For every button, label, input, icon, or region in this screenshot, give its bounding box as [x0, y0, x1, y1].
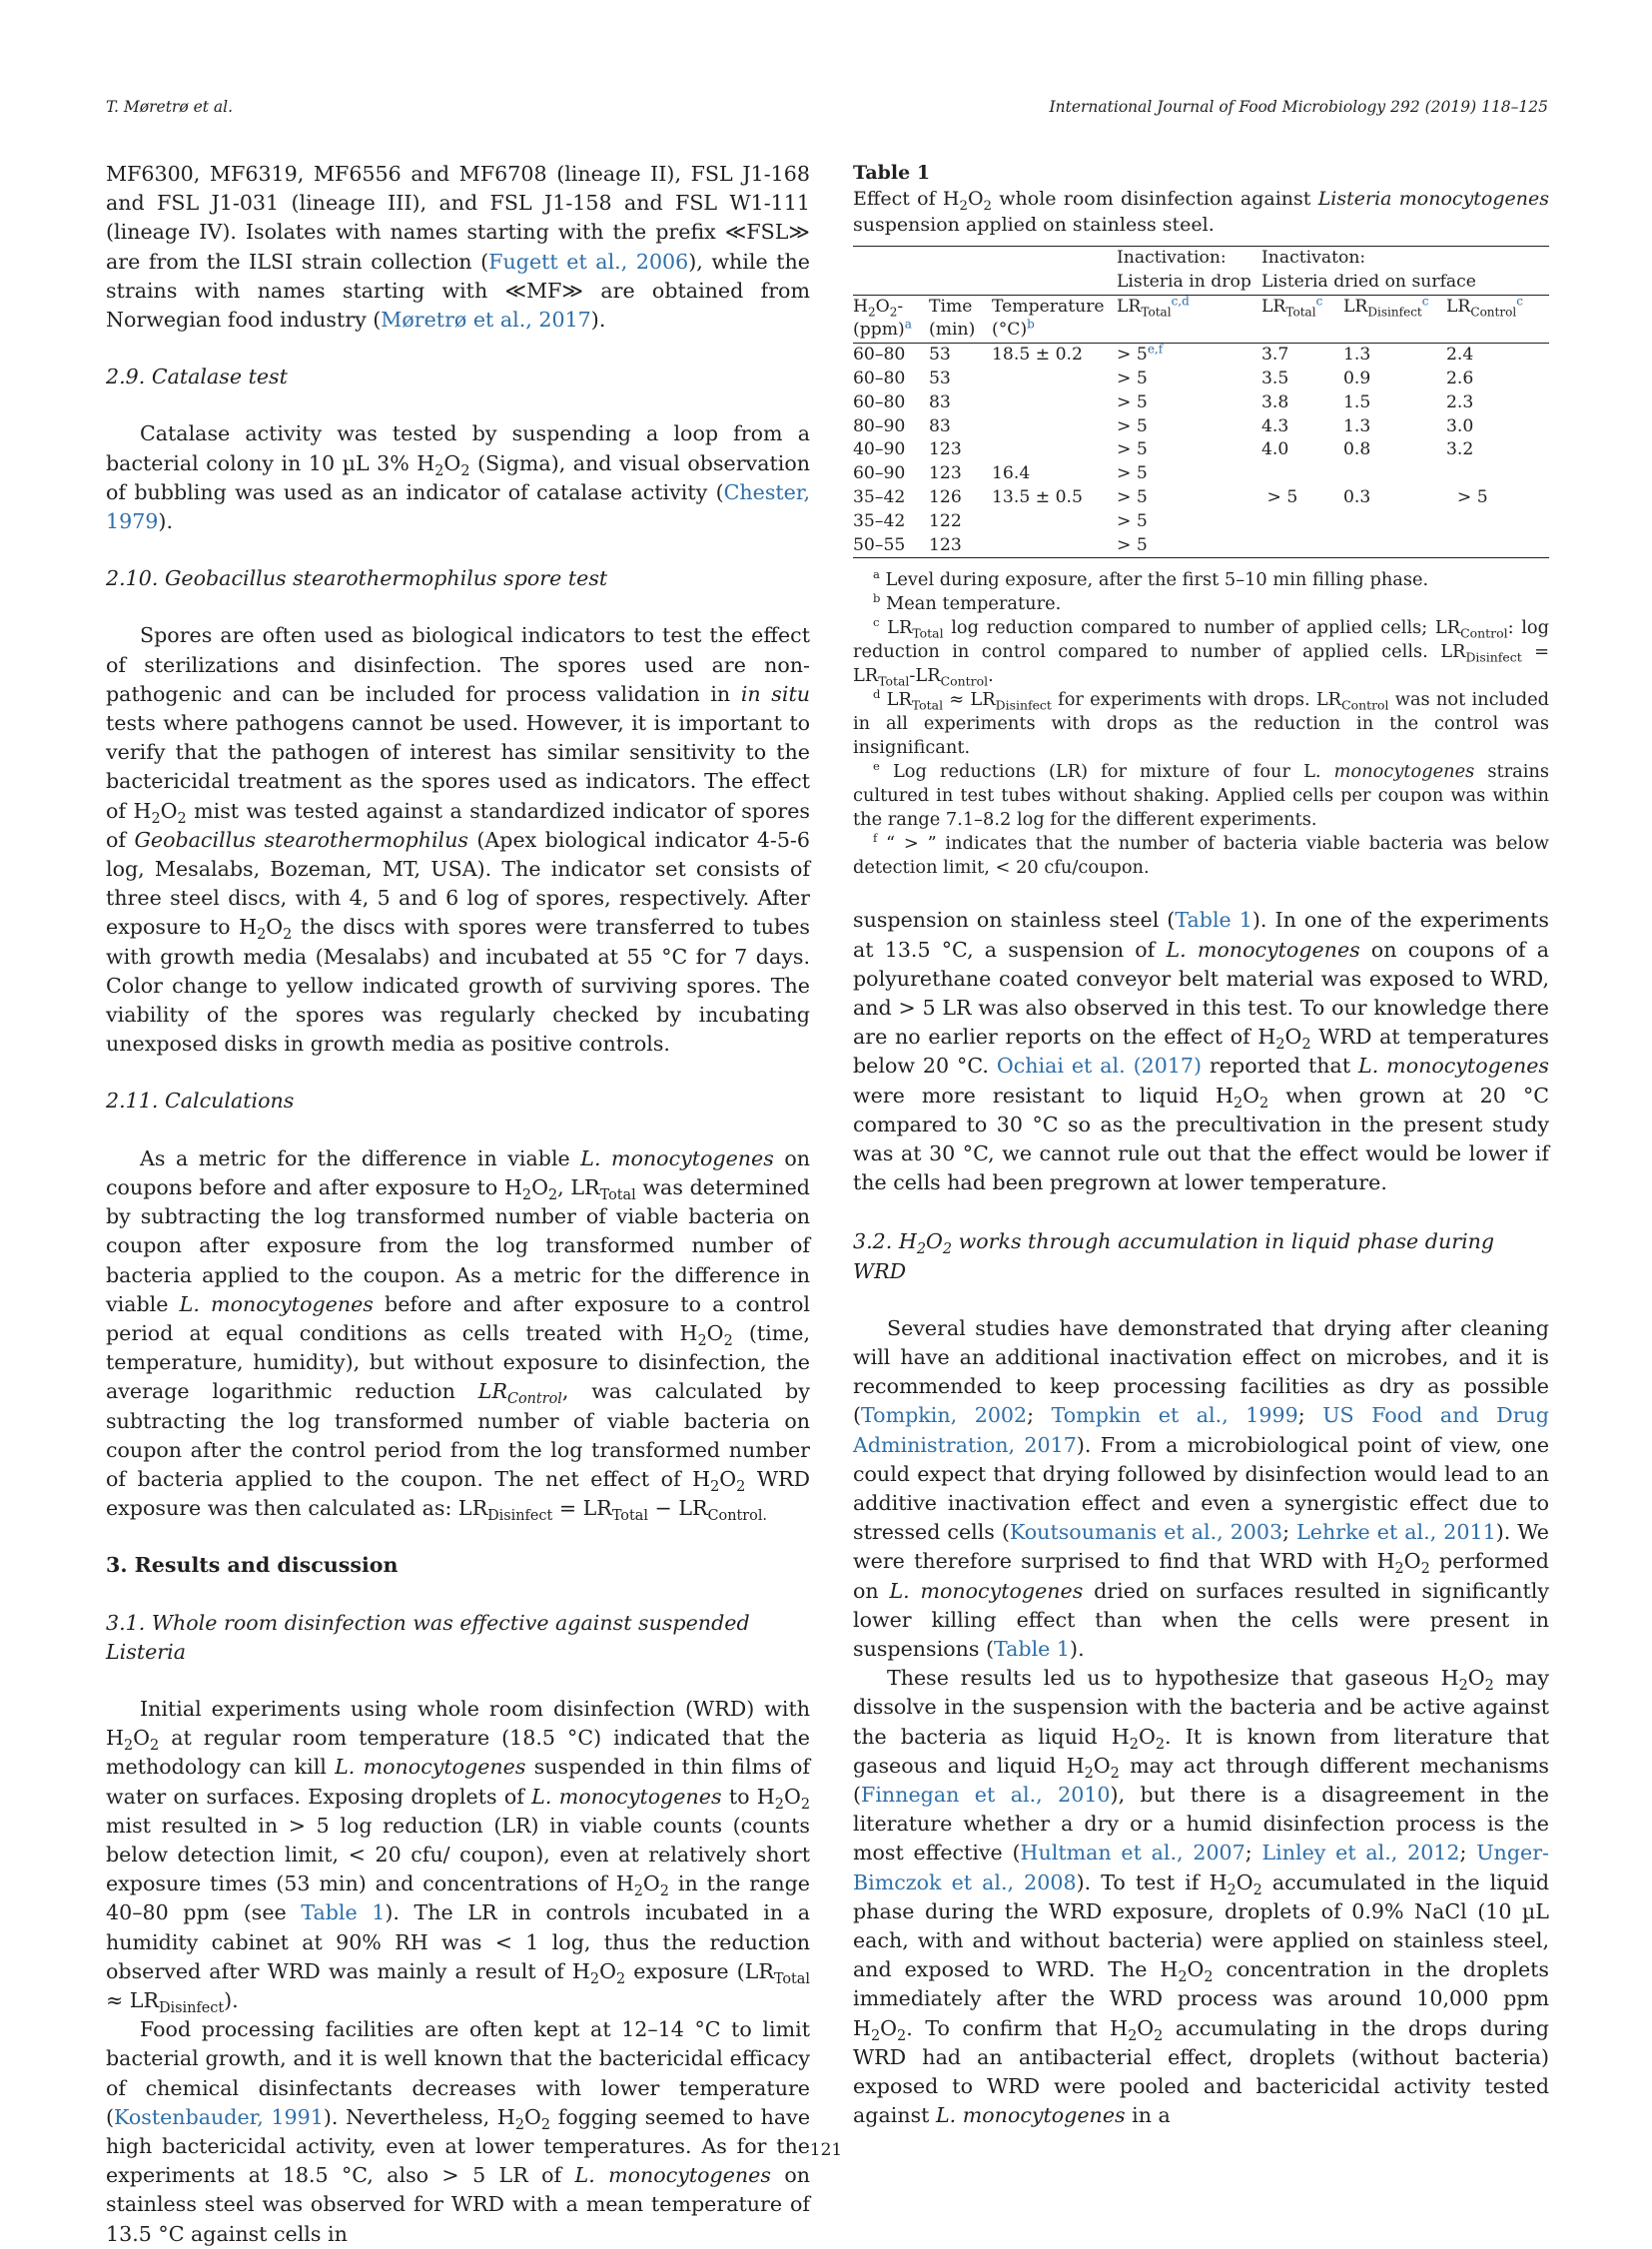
- table-cell-time: 53: [929, 345, 951, 366]
- col-header-lr-total: $LR_{Total}^c$: [1261, 293, 1323, 320]
- table-cell-dis: 1.5: [1343, 391, 1371, 412]
- table-cell-temp: 16.4: [992, 463, 1031, 484]
- table-cell-ctrl: 3.0: [1446, 415, 1474, 436]
- table-cell-dis: [1343, 462, 1446, 486]
- table-cell-dis: [1343, 510, 1446, 534]
- table-ref-link[interactable]: Table 1: [1175, 908, 1252, 933]
- left-column: [106, 160, 810, 2249]
- right-column: [853, 160, 1549, 2130]
- paragraph-suspension: suspension on stainless steel (Table 1). In one of the experiments at 13.5 °C, a suspension of L. monocytogenes on coupons of a polyurethane coated conveyor belt material was exposed to WRD, and > 5 LR was also observed in this test. To our knowledge there are no earlier reports on the effect of $H_2O_2$ WRD at temperatures below 20 °C. Ochiai et al. (2017) reported that L. monocytogenes were more resistant to liquid $H_2O_2$ when grown at 20 °C compared to 30 °C so as the precultivation in the present study was at 30 °C, we cannot rule out that the effect would be lower if the cells had been pregrown at lower temperature.: [853, 908, 1549, 1195]
- col-header-temperature: Temperature $(^\circ C)^b$: [992, 296, 1105, 341]
- table-cell-time: 123: [929, 534, 962, 555]
- table-cell-temp: [992, 438, 1117, 462]
- table-cell-ctrl: 2.4: [1446, 345, 1474, 366]
- table-cell-ctrl: [1446, 462, 1549, 486]
- table-label: Table 1: [853, 162, 931, 184]
- table-group-header: [853, 247, 1549, 296]
- heading-2-10: 2.10. Geobacillus stearothermophilus spore test: [106, 566, 608, 591]
- table-cell-total: 4.3: [1261, 415, 1289, 436]
- table-cell-total: [1261, 462, 1343, 486]
- table-cell-total: [1261, 510, 1343, 534]
- table-cell-ppm: 80–90: [853, 415, 906, 436]
- header-journal: International Journal of Food Microbiology 292 (2019) 118–125: [1049, 98, 1548, 116]
- table-cell-ppm: 60–90: [853, 463, 906, 484]
- col-header-lr-drop: $LR_{Total}^{c,d}$: [1117, 293, 1190, 320]
- paragraph-drying: Several studies have demonstrated that drying after cleaning will have an additional inactivation effect on microbes, and it is recommended to keep processing facilities as dry as possible (Tompkin, 2002; Tompkin et al., 1999; US Food and Drug Administration, 2017). From a microbiological point of view, one could expect that drying followed by disinfection would lead to an additive inactivation effect and even a synergistic effect due to stressed cells (Koutsoumanis et al., 2003; Lehrke et al., 2011). We were therefore surprised to find that WRD with $H_2O_2$ performed on L. monocytogenes dried on surfaces resulted in significantly lower killing effect than when the cells were present in suspensions (Table 1).: [853, 1315, 1550, 1662]
- heading-3-1: 3.1. Whole room disinfection was effective against suspended Listeria: [106, 1610, 750, 1664]
- table-cell-drop: > 5: [1117, 415, 1148, 436]
- ref-link[interactable]: Chester, 1979: [106, 479, 810, 534]
- ref-link[interactable]: Ochiai et al. (2017): [996, 1054, 1203, 1079]
- table-cell-ctrl: 3.2: [1446, 439, 1474, 460]
- table-row: [853, 368, 1549, 391]
- table-cell-ppm: 40–90: [853, 439, 906, 460]
- group-surface-header: Inactivaton: Listeria dried on surface: [1261, 248, 1476, 292]
- table-row: [853, 344, 1549, 368]
- table-row: [853, 534, 1549, 558]
- table-cell-ctrl: [1446, 510, 1549, 534]
- table-cell-ctrl: 2.6: [1446, 368, 1474, 388]
- table-cell-temp: 18.5 ± 0.2: [992, 345, 1083, 366]
- table-ref-link[interactable]: Table 1: [994, 1637, 1071, 1662]
- table-cell-dis: [1343, 534, 1446, 558]
- footnote-e: $^e$ Log reductions (LR) for mixture of four L. monocytogenes strains cultured in test tubes without shaking. Applied cells per coupon was within the range 7.1–8.2 log for the different experiments.: [853, 759, 1549, 831]
- footnote-d: $^d$ $LR_{Total} \approx LR_{Disinfect}$ for experiments with drops. $LR_{Control}$ was not included in all experiments with drops as the reduction in the control was insignificant.: [853, 687, 1549, 759]
- table-cell-time: 123: [929, 439, 962, 460]
- table-cell-ppm: 60–80: [853, 368, 906, 388]
- table-cell-ctrl: [1446, 534, 1549, 558]
- table-cell-ctrl: > 5: [1446, 486, 1488, 507]
- table-row: [853, 510, 1549, 534]
- page-number: 121: [809, 2140, 843, 2160]
- table-row: [853, 438, 1549, 462]
- paragraph-spore-test: Spores are often used as biological indicators to test the effect of sterilizations and disinfection. The spores used are non-pathogenic and can be included for process validation in in situ tests where pathogens cannot be used. However, it is important to verify that the pathogen of interest has similar sensitivity to the bactericidal treatment as the spores used as indicators. The effect of $H_2O_2$ mist was tested against a standardized indicator of spores of Geobacillus stearothermophilus (Apex biological indicator 4-5-6 log, Mesalabs, Bozeman, MT, USA). The indicator set consists of three steel discs, with 4, 5 and 6 log of spores, respectively. After exposure to $H_2O_2$ the discs with spores were transferred to tubes with growth media (Mesalabs) and incubated at 55 °C for 7 days. Color change to yellow indicated growth of surviving spores. The viability of the spores was regularly checked by incubating unexposed disks in growth media as positive controls.: [106, 623, 810, 1057]
- table-cell-dis: 0.8: [1343, 439, 1371, 460]
- ref-link[interactable]: Tompkin, 2002: [861, 1403, 1028, 1428]
- table-cell-dis: 1.3: [1343, 415, 1371, 436]
- table-cell-ppm: 50–55: [853, 534, 906, 555]
- table-cell-drop: > 5: [1117, 486, 1148, 507]
- table-cell-ctrl: 2.3: [1446, 391, 1474, 412]
- ref-link[interactable]: Kostenbauder, 1991: [114, 2104, 324, 2129]
- col-header-lr-control: $LR_{Control}^c$: [1446, 293, 1523, 320]
- table-column-header: [853, 295, 1549, 344]
- ref-link[interactable]: Møretrø et al., 2017: [381, 308, 591, 333]
- table-caption: Effect of $H_2O_2$ whole room disinfection against Listeria monocytogenes suspension applied on stainless steel.: [853, 188, 1549, 236]
- table-cell-total: > 5: [1261, 486, 1298, 507]
- table-cell-total: 4.0: [1261, 439, 1289, 460]
- table-cell-drop: > 5: [1117, 439, 1148, 460]
- table-cell-drop: > 5: [1117, 391, 1148, 412]
- ref-link[interactable]: Koutsoumanis et al., 2003: [1009, 1520, 1283, 1545]
- table-cell-time: 83: [929, 391, 951, 412]
- ref-link[interactable]: Linley et al., 2012: [1261, 1841, 1460, 1866]
- table-row: [853, 415, 1549, 439]
- table-cell-temp: [992, 415, 1117, 439]
- table-cell-total: 3.7: [1261, 345, 1289, 366]
- paragraph-food-facilities: Food processing facilities are often kept at 12–14 °C to limit bacterial growth, and it is well known that the bactericidal efficacy of chemical disinfectants decreases with lower temperature (Kostenbauder, 1991). Nevertheless, $H_2O_2$ fogging seemed to have high bactericidal activity, even at lower temperatures. As for the experiments at 18.5 °C, also > 5 LR of L. monocytogenes on stainless steel was observed for WRD with a mean temperature of 13.5 °C against cells in: [106, 2017, 811, 2246]
- table-cell-ppm: 60–80: [853, 391, 906, 412]
- ref-link[interactable]: Finnegan et al., 2010: [861, 1783, 1111, 1808]
- table-cell-temp: [992, 510, 1117, 534]
- footnote-c: $^c$ $LR_{Total}$ log reduction compared to number of applied cells; $LR_{Control}$: log reduction in control compared to number of applied cells. $LR_{Disinfect} = LR_{Total}-LR_{Control}$.: [853, 615, 1549, 689]
- table-cell-time: 122: [929, 510, 962, 531]
- table-cell-temp: 13.5 ± 0.5: [992, 486, 1083, 507]
- table-cell-dis: 0.9: [1343, 368, 1371, 388]
- ref-link[interactable]: Fugett et al., 2006: [488, 249, 689, 274]
- footnote-a: $^a$ Level during exposure, after the first 5–10 min filling phase.: [873, 567, 1429, 591]
- table-cell-temp: [992, 391, 1117, 415]
- table-cell-ppm: 35–42: [853, 510, 906, 531]
- paragraph-calculations: As a metric for the difference in viable L. monocytogenes on coupons before and after exposure to $H_2O_2$, $LR_{Total}$ was determined by subtracting the log transformed number of viable bacteria on coupon after exposure from the log transformed number of bacteria applied to the coupon. As a metric for the difference in viable L. monocytogenes before and after exposure to a control period at equal conditions as cells treated with $H_2O_2$ (time, temperature, humidity), but without exposure to disinfection, the average logarithmic reduction $LR_{Control}$, was calculated by subtracting the log transformed number of viable bacteria on coupon after the control period from the log transformed number of bacteria applied to the coupon. The net effect of $H_2O_2$ WRD exposure was then calculated as: $LR_{Disinfect} = LR_{Total} - LR_{Control.}$: [106, 1145, 811, 1525]
- col-header-time: Time (min): [929, 296, 976, 341]
- footnote-f: $^f$ “ > ” indicates that the number of bacteria viable bacteria was below detection limit, < 20 cfu/coupon.: [853, 831, 1549, 879]
- heading-2-11: 2.11. Calculations: [106, 1089, 295, 1114]
- table-footnotes: [853, 568, 1549, 880]
- group-drop-header: Inactivation: Listeria in drop: [1117, 248, 1251, 292]
- table-cell-time: 126: [929, 486, 962, 507]
- table-cell-temp: [992, 534, 1117, 558]
- table-cell-drop: > 5: [1117, 463, 1148, 484]
- table-cell-temp: [992, 368, 1117, 391]
- table-body: [853, 344, 1549, 558]
- ref-link[interactable]: Hultman et al., 2007: [1020, 1841, 1245, 1866]
- results-table: [853, 246, 1549, 558]
- table-row: [853, 391, 1549, 415]
- ref-link[interactable]: Lehrke et al., 2011: [1296, 1520, 1496, 1545]
- table-cell-drop: > 5: [1117, 510, 1148, 531]
- table-ref-link[interactable]: Table 1: [301, 1900, 386, 1925]
- table-cell-total: 3.8: [1261, 391, 1289, 412]
- paragraph-hypothesis: These results led us to hypothesize that gaseous $H_2O_2$ may dissolve in the suspension with the bacteria and be active against the bacteria as liquid $H_2O_2$. It is known from literature that gaseous and liquid $H_2O_2$ may act through different mechanisms (Finnegan et al., 2010), but there is a disagreement in the literature whether a dry or a humid disinfection process is the most effective (Hultman et al., 2007; Linley et al., 2012; Unger-Bimczok et al., 2008). To test if $H_2O_2$ accumulated in the liquid phase during the WRD exposure, droplets of 0.9% NaCl (10 µL each, with and without bacteria) were applied on stainless steel, and exposed to WRD. The $H_2O_2$ concentration in the droplets immediately after the WRD process was around 10,000 ppm $H_2O_2$. To confirm that $H_2O_2$ accumulating in the drops during WRD had an antibacterial effect, droplets (without bacteria) exposed to WRD were pooled and bactericidal activity tested against L. monocytogenes in a: [853, 1666, 1550, 2128]
- paragraph-catalase: Catalase activity was tested by suspending a loop from a bacterial colony in 10 µL 3% $H_2O_2$ (Sigma), and visual observation of bubbling was used as an indicator of catalase activity (Chester, 1979).: [106, 421, 810, 534]
- table-cell-ppm: 35–42: [853, 486, 906, 507]
- table-cell-dis: 0.3: [1343, 486, 1371, 507]
- heading-3-2: 3.2. $H_2O_2$ works through accumulation in liquid phase during WRD: [853, 1229, 1495, 1283]
- ref-link[interactable]: Tompkin et al., 1999: [1051, 1403, 1298, 1428]
- table-cell-time: 83: [929, 415, 951, 436]
- table-1: [853, 160, 1549, 880]
- col-header-lr-disinfect: $LR_{Disinfect}^c$: [1343, 293, 1429, 320]
- table-cell-total: 3.5: [1261, 368, 1289, 388]
- footnote-marker[interactable]: e,f: [1147, 342, 1164, 357]
- heading-3: 3. Results and discussion: [106, 1553, 399, 1578]
- col-header-h2o2: $H_2O_2-$ (ppm)$^a$: [853, 296, 912, 341]
- paragraph-strains: MF6300, MF6319, MF6556 and MF6708 (lineage II), FSL J1-168 and FSL J1-031 (lineage III), and FSL J1-158 and FSL W1-111 (lineage IV). Isolates with names starting with the prefix ≪FSL≫ are from the ILSI strain collection (Fugett et al., 2006), while the strains with names starting with ≪MF≫ are obtained from Norwegian food industry (Møretrø et al., 2017).: [106, 162, 810, 333]
- footnote-b: $^b$ Mean temperature.: [873, 591, 1062, 615]
- table-cell-ppm: 60–80: [853, 345, 906, 366]
- table-cell-drop: > 5: [1117, 534, 1148, 555]
- table-cell-drop: > 5: [1117, 368, 1148, 388]
- table-cell-time: 123: [929, 463, 962, 484]
- header-authors: T. Møretrø et al.: [106, 98, 234, 116]
- table-row: [853, 462, 1549, 486]
- table-cell-time: 53: [929, 368, 951, 388]
- ref-link[interactable]: Unger-Bimczok et al., 2008: [853, 1841, 1549, 1894]
- table-row: [853, 486, 1549, 510]
- paragraph-wrd-initial: Initial experiments using whole room disinfection (WRD) with $H_2O_2$ at regular room temperature (18.5 °C) indicated that the methodology can kill L. monocytogenes suspended in thin films of water on surfaces. Exposing droplets of L. monocytogenes to $H_2O_2$ mist resulted in > 5 log reduction (LR) in viable counts (counts below detection limit, < 20 cfu/ coupon), even at relatively short exposure times (53 min) and concentrations of $H_2O_2$ in the range 40–80 ppm (see Table 1). The LR in controls incubated in a humidity cabinet at 90% RH was < 1 log, thus the reduction observed after WRD was mainly a result of $H_2O_2$ exposure $(LR_{Total} \approx LR_{Disinfect})$.: [106, 1696, 811, 2017]
- table-cell-dis: 1.3: [1343, 345, 1371, 366]
- table-cell-drop: > $5^{e,f}$: [1117, 342, 1164, 366]
- heading-2-9: 2.9. Catalase test: [106, 365, 288, 389]
- ref-link[interactable]: US Food and Drug Administration, 2017: [853, 1403, 1549, 1457]
- table-cell-total: [1261, 534, 1343, 558]
